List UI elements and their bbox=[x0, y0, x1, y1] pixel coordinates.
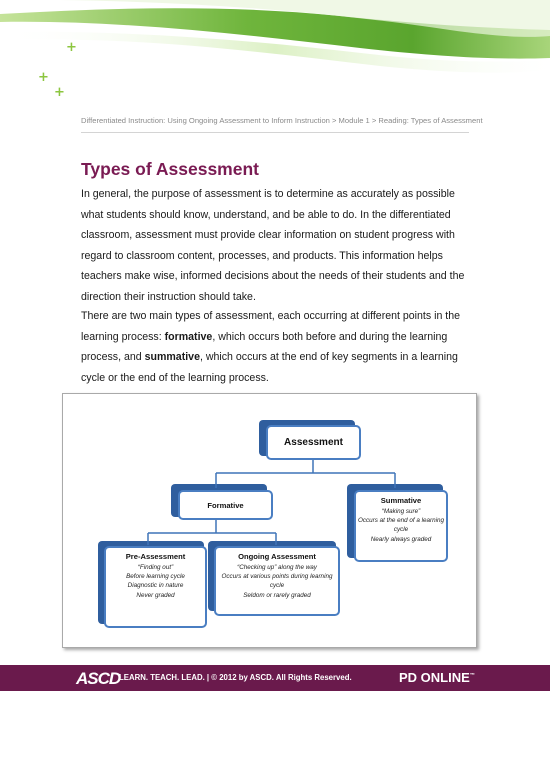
ascd-logo: ASCD bbox=[76, 669, 121, 688]
assessment-node: Assessment bbox=[266, 425, 361, 460]
breadcrumb: Differentiated Instruction: Using Ongoing Assessment to Inform Instruction > Module 1 > Reading: Types of Assessment bbox=[81, 116, 483, 125]
pd-online-logo: PD ONLINE™ bbox=[399, 670, 475, 685]
formative-term: formative bbox=[164, 330, 213, 343]
plus-icon: + bbox=[54, 85, 65, 100]
footer-copyright: LEARN. TEACH. LEAD. | © 2012 by ASCD. All Rights Reserved. bbox=[119, 673, 352, 682]
page-title: Types of Assessment bbox=[81, 159, 259, 179]
plus-icon: + bbox=[66, 40, 77, 55]
types-paragraph: There are two main types of assessment, each occurring at different points in the learning process: formative, which occurs both before and during the learning process, and summative, which occurs at the end of key segments in a learning cycle or the end of the learning process. bbox=[81, 310, 461, 384]
plus-icon: + bbox=[38, 70, 49, 85]
summative-term: summative bbox=[144, 351, 200, 363]
footer-bar bbox=[0, 665, 550, 691]
banner-swoosh bbox=[0, 0, 550, 108]
formative-node: Formative bbox=[178, 490, 273, 520]
summative-node: Summative “Making sure” Occurs at the end of a learning cycle Nearly always graded bbox=[354, 490, 448, 562]
divider bbox=[81, 132, 469, 133]
pre-assessment-node: Pre-Assessment “Finding out” Before learning cycle Diagnostic in nature Never graded bbox=[104, 546, 207, 628]
header-banner bbox=[0, 0, 550, 108]
assessment-diagram bbox=[62, 393, 477, 648]
intro-paragraph: In general, the purpose of assessment is to determine as accurately as possible what students should know, understand, and be able to do. In the differentiated classroom, assessment must provide clear information on student progress with regard to classroom content, processes, and products. This information helps teachers make wise, informed decisions about the needs of their students and the direction their instruction should take. bbox=[81, 188, 465, 303]
ongoing-assessment-node: Ongoing Assessment “Checking up” along the way Occurs at various points during learning cycle Seldom or rarely graded bbox=[214, 546, 340, 616]
